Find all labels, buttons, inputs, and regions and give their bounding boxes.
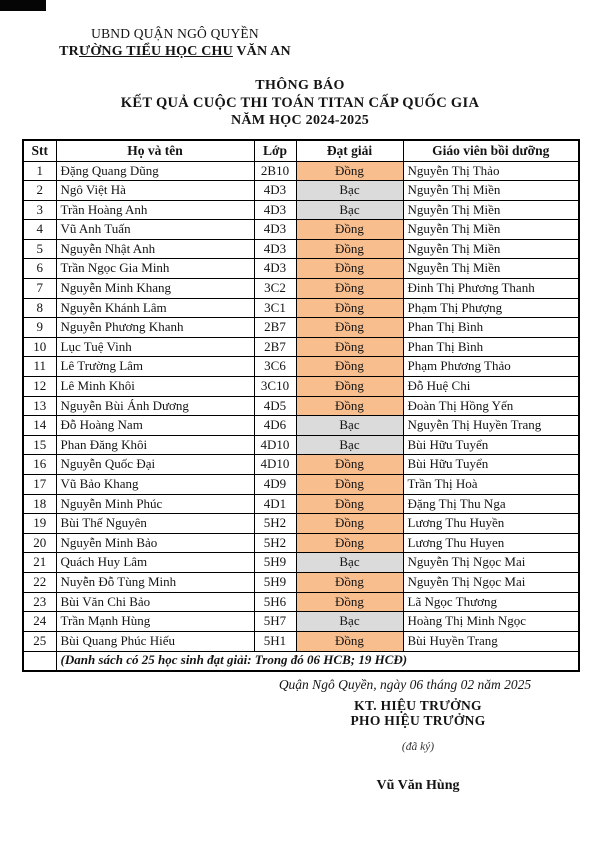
award-cell: Đồng [296,279,403,299]
summary-text: (Danh sách có 25 học sinh đạt giải: Trong đó 06 HCB; 19 HCĐ) [56,651,579,671]
student-name-cell: Nguyễn Minh Bảo [56,533,254,553]
stt-cell: 23 [23,592,56,612]
table-row [23,239,579,259]
teacher-cell: Lương Thu Huyen [403,533,579,553]
table-row [23,612,579,632]
student-name-cell: Quách Huy Lâm [56,553,254,573]
summary-empty-cell [23,651,56,671]
stt-cell: 3 [23,200,56,220]
results-footer [23,651,579,671]
teacher-cell: Nguyễn Thị Ngọc Mai [403,572,579,592]
table-row [23,396,579,416]
student-name-cell: Nguyễn Phương Khanh [56,318,254,338]
student-name-cell: Trần Hoàng Anh [56,200,254,220]
signed-note: (đã ký) [401,741,435,753]
class-cell: 4D1 [254,494,296,514]
teacher-cell: Đoàn Thị Hồng Yến [403,396,579,416]
teacher-cell: Lương Thu Huyền [403,514,579,534]
stt-cell: 13 [23,396,56,416]
table-row [23,455,579,475]
award-cell: Bạc [296,416,403,436]
class-cell: 4D5 [254,396,296,416]
teacher-cell: Nguyễn Thị Huyền Trang [403,416,579,436]
table-row [23,220,579,240]
stt-cell: 19 [23,514,56,534]
class-cell: 5H2 [254,533,296,553]
table-row [23,416,579,436]
col-header-teacher: Giáo viên bồi dưỡng [403,140,579,161]
table-row [23,475,579,495]
stt-cell: 15 [23,435,56,455]
header-row [23,140,579,161]
stt-cell: 1 [23,161,56,181]
stt-cell: 2 [23,181,56,201]
date-line: Quận Ngô Quyền, ngày 06 tháng 02 năm 2025 [278,677,532,692]
stt-cell: 18 [23,494,56,514]
stt-cell: 14 [23,416,56,436]
teacher-cell: Nguyễn Thị Miền [403,181,579,201]
stt-cell: 16 [23,455,56,475]
teacher-cell: Nguyễn Thị Ngọc Mai [403,553,579,573]
award-cell: Bạc [296,553,403,573]
student-name-cell: Lê Minh Khôi [56,377,254,397]
class-cell: 2B7 [254,318,296,338]
stt-cell: 12 [23,377,56,397]
org-name: UBND QUẬN NGÔ QUYỀN [91,26,259,41]
stt-cell: 8 [23,298,56,318]
award-cell: Bạc [296,181,403,201]
teacher-cell: Hoàng Thị Minh Ngọc [403,612,579,632]
teacher-cell: Đỗ Huệ Chi [403,377,579,397]
table-row [23,357,579,377]
stt-cell: 7 [23,279,56,299]
stt-cell: 17 [23,475,56,495]
table-row [23,181,579,201]
teacher-cell: Phan Thị Bình [403,337,579,357]
student-name-cell: Đặng Quang Dũng [56,161,254,181]
class-cell: 5H2 [254,514,296,534]
award-cell: Bạc [296,435,403,455]
class-cell: 5H9 [254,553,296,573]
table-row [23,318,579,338]
col-header-class: Lớp [254,140,296,161]
table-row [23,298,579,318]
award-cell: Đồng [296,514,403,534]
stt-cell: 24 [23,612,56,632]
award-cell: Đồng [296,318,403,338]
table-row [23,337,579,357]
teacher-cell: Bùi Huyền Trang [403,631,579,651]
teacher-cell: Phạm Thị Phượng [403,298,579,318]
student-name-cell: Nguyễn Minh Khang [56,279,254,299]
student-name-cell: Ngô Việt Hà [56,181,254,201]
stt-cell: 5 [23,239,56,259]
student-name-cell: Nguyễn Khánh Lâm [56,298,254,318]
class-cell: 3C10 [254,377,296,397]
class-cell: 5H1 [254,631,296,651]
teacher-cell: Trần Thị Hoà [403,475,579,495]
results-header [23,140,579,161]
teacher-cell: Phan Thị Bình [403,318,579,338]
award-cell: Bạc [296,612,403,632]
table-row [23,514,579,534]
class-cell: 4D3 [254,220,296,240]
doc-subtitle: KẾT QUẢ CUỘC THI TOÁN TITAN CẤP QUỐC GIA [120,95,480,111]
award-cell: Đồng [296,572,403,592]
school-name [10,44,340,60]
class-cell: 2B7 [254,337,296,357]
teacher-cell: Lã Ngọc Thương [403,592,579,612]
school-name-underlined: ƯỜNG TIỂU HỌC CHU [79,44,233,59]
award-cell: Đồng [296,377,403,397]
award-cell: Đồng [296,475,403,495]
letterhead [10,26,340,60]
table-row [23,494,579,514]
award-cell: Đồng [296,220,403,240]
class-cell: 4D3 [254,181,296,201]
stt-cell: 4 [23,220,56,240]
student-name-cell: Nguyễn Minh Phúc [56,494,254,514]
student-name-cell: Vũ Bảo Khang [56,475,254,495]
class-cell: 5H9 [254,572,296,592]
stt-cell: 20 [23,533,56,553]
table-row [23,435,579,455]
table-row [23,161,579,181]
table-row [23,631,579,651]
student-name-cell: Lục Tuệ Vinh [56,337,254,357]
results-body [23,161,579,651]
award-cell: Đồng [296,161,403,181]
teacher-cell: Đinh Thị Phương Thanh [403,279,579,299]
class-cell: 3C2 [254,279,296,299]
student-name-cell: Đỗ Hoàng Nam [56,416,254,436]
award-cell: Đồng [296,239,403,259]
award-cell: Đồng [296,631,403,651]
class-cell: 4D3 [254,239,296,259]
award-cell: Đồng [296,455,403,475]
award-cell: Đồng [296,396,403,416]
award-cell: Đồng [296,533,403,553]
scan-artifact-bar [0,0,46,11]
stt-cell: 10 [23,337,56,357]
class-cell: 4D10 [254,435,296,455]
student-name-cell: Nuyễn Đỗ Tùng Minh [56,572,254,592]
teacher-cell: Đặng Thị Thu Nga [403,494,579,514]
teacher-cell: Bùi Hữu Tuyển [403,455,579,475]
class-cell: 3C6 [254,357,296,377]
award-cell: Đồng [296,259,403,279]
class-cell: 4D3 [254,259,296,279]
student-name-cell: Nguyễn Bùi Ánh Dương [56,396,254,416]
table-row [23,279,579,299]
table-row [23,592,579,612]
student-name-cell: Vũ Anh Tuấn [56,220,254,240]
col-header-award: Đạt giải [296,140,403,161]
award-cell: Đồng [296,592,403,612]
class-cell: 3C1 [254,298,296,318]
class-cell: 4D6 [254,416,296,436]
award-cell: Bạc [296,200,403,220]
class-cell: 4D9 [254,475,296,495]
student-name-cell: Trần Mạnh Hùng [56,612,254,632]
results-table [22,139,580,672]
doc-title: THÔNG BÁO [255,78,345,93]
signature-title-2: PHO HIỆU TRƯỞNG [350,713,486,728]
class-cell: 5H6 [254,592,296,612]
stt-cell: 9 [23,318,56,338]
student-name-cell: Trần Ngọc Gia Minh [56,259,254,279]
school-name-prefix: TR [59,44,79,59]
school-name-suffix: VĂN AN [232,44,291,59]
stt-cell: 22 [23,572,56,592]
award-cell: Đồng [296,298,403,318]
summary-row [23,651,579,671]
stt-cell: 11 [23,357,56,377]
table-row [23,533,579,553]
table-row [23,377,579,397]
stt-cell: 21 [23,553,56,573]
col-header-stt: Stt [23,140,56,161]
school-year: NĂM HỌC 2024-2025 [230,113,370,128]
award-cell: Đồng [296,357,403,377]
class-cell: 4D10 [254,455,296,475]
class-cell: 4D3 [254,200,296,220]
teacher-cell: Nguyễn Thị Miền [403,239,579,259]
teacher-cell: Bùi Hữu Tuyển [403,435,579,455]
signer-name: Vũ Văn Hùng [376,778,460,793]
table-row [23,553,579,573]
teacher-cell: Nguyễn Thị Thảo [403,161,579,181]
student-name-cell: Lê Trường Lâm [56,357,254,377]
teacher-cell: Nguyễn Thị Miền [403,220,579,240]
student-name-cell: Nguyễn Nhật Anh [56,239,254,259]
signature-title-1: KT. HIỆU TRƯỞNG [354,698,482,713]
stt-cell: 6 [23,259,56,279]
teacher-cell: Phạm Phương Thảo [403,357,579,377]
award-cell: Đồng [296,337,403,357]
document-title-block [0,78,600,129]
table-row [23,200,579,220]
student-name-cell: Nguyễn Quốc Đại [56,455,254,475]
col-header-name: Họ và tên [56,140,254,161]
student-name-cell: Bùi Thế Nguyên [56,514,254,534]
table-row [23,572,579,592]
student-name-cell: Bùi Quang Phúc Hiếu [56,631,254,651]
award-cell: Đồng [296,494,403,514]
student-name-cell: Phan Đăng Khôi [56,435,254,455]
teacher-cell: Nguyễn Thị Miền [403,200,579,220]
table-row [23,259,579,279]
student-name-cell: Bùi Văn Chi Bảo [56,592,254,612]
class-cell: 5H7 [254,612,296,632]
stt-cell: 25 [23,631,56,651]
class-cell: 2B10 [254,161,296,181]
teacher-cell: Nguyễn Thị Miền [403,259,579,279]
